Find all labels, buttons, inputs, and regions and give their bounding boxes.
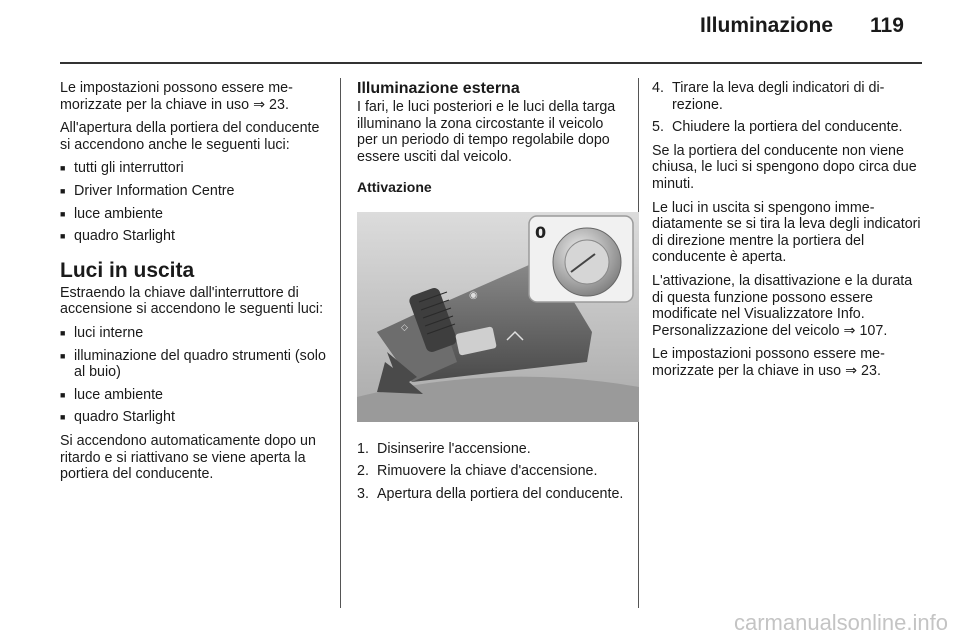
list-item: 4. Tirare la leva degli indicatori di direzione. — [652, 80, 885, 113]
paragraph: Estraendo la chiave dall'interruttore di accensione si accendono le seguenti luci: — [60, 284, 324, 318]
bullet-list-2 — [60, 325, 326, 426]
paragraph: L'attivazione, la disattivazione e la durata di questa funzione possono essere modificate nel Visualizzatore Info. Personalizzazione del veicolo ⇒ 107. — [652, 272, 913, 339]
list-item: ■ quadro Starlight — [60, 228, 326, 245]
column-1 — [60, 80, 326, 490]
paragraph: Si accendono automaticamente dopo un ritardo e si riattivano se viene aperta la portiera del conducente. — [60, 432, 316, 483]
column-divider-1 — [340, 78, 341, 608]
paragraph: Le impostazioni possono essere memorizzate per la chiave in uso ⇒ 23. — [652, 346, 885, 379]
paragraph: All'apertura della portiera del conducente si accendono anche le seguenti luci: — [60, 120, 320, 153]
list-item: ■ luce ambiente — [60, 206, 326, 223]
header-rule — [60, 62, 922, 64]
page-header-title: Illuminazione — [700, 14, 834, 37]
step-list-2 — [652, 80, 922, 136]
column-3 — [652, 80, 922, 387]
section-heading: Illuminazione esterna — [357, 80, 520, 97]
paragraph: Le impostazioni possono essere memorizzate per la chiave in uso ⇒ 23. — [60, 80, 293, 113]
list-item: 5. Chiudere la portiera del conducente. — [652, 119, 903, 136]
list-item: ■ luci interne — [60, 325, 326, 342]
svg-text:◉: ◉ — [469, 289, 478, 301]
list-item: ■ quadro Starlight — [60, 409, 326, 426]
column-2 — [357, 80, 625, 509]
paragraph: I fari, le luci posteriori e le luci della targa illuminano la zona circostante il veicolo per un periodo di tempo regolabile dopo essere usciti dal veicolo. — [357, 99, 616, 165]
list-item: 2. Rimuovere la chiave d'accensione. — [357, 463, 598, 480]
paragraph: Le luci in uscita si spengono immediatamente se si tira la leva degli indicatori di direzione mentre la portiera del conducente è aperta. — [652, 199, 921, 266]
section-heading: Luci in uscita — [60, 258, 195, 282]
list-item: 1. Disinserire l'accensione. — [357, 440, 531, 457]
turn-signal-lever-illustration — [357, 212, 639, 422]
paragraph: Se la portiera del conducente non viene chiusa, le luci si spengono dopo circa due minuti. — [652, 142, 917, 192]
list-item: ■ Driver Information Centre — [60, 183, 326, 200]
list-item: 3. Apertura della portiera del conducente. — [357, 485, 624, 502]
inset-label: 0 — [535, 222, 547, 242]
watermark: carmanualsonline.info — [733, 610, 948, 635]
list-item: ■ illuminazione del quadro strumenti (solo al buio) — [60, 348, 326, 381]
list-item: ■ tutti gli interruttori — [60, 160, 326, 177]
svg-text:◇: ◇ — [401, 322, 408, 333]
list-item: ■ luce ambiente — [60, 387, 326, 404]
step-list-1 — [357, 441, 625, 503]
subsection-heading: Attivazione — [357, 179, 432, 196]
page-number: 119 — [870, 14, 904, 37]
bullet-list-1 — [60, 160, 326, 244]
